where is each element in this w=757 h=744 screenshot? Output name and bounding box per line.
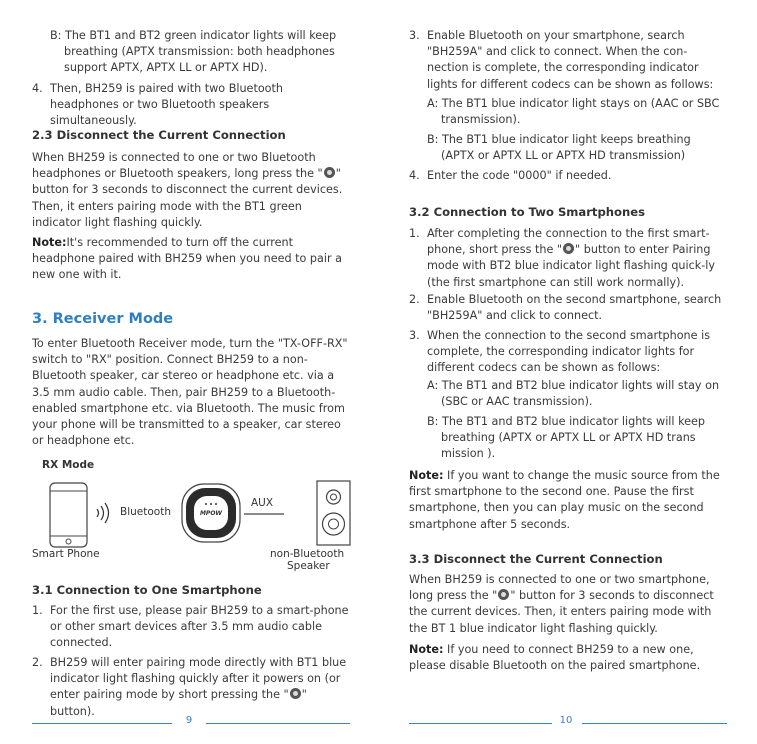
diagram-title: RX Mode [42,459,95,471]
section-heading-3: 3. Receiver Mode [32,311,174,327]
list-subitem-b [427,132,727,164]
section-heading-3-1: 3.1 Connection to One Smartphone [32,583,262,597]
list-item-3 [409,28,727,93]
page-number-left: 9 [185,715,193,726]
note-label: Note: [32,236,67,249]
smartphone-label: Smart Phone [32,548,100,560]
note-text: If you need to connect BH259 to a new one, please disable Bluetooth on the paired smartphone. [409,643,701,673]
list-item-4 [409,168,727,184]
item-number: 2. [409,293,420,306]
note-block [32,235,350,284]
bluetooth-label: Bluetooth [120,506,171,518]
note-text: If you want to change the music source from the first smartphone to the second one. Pause the first smartphone, then you can play music on the second smartphone after 5 seconds. [409,469,720,531]
multifunction-button-icon [324,167,335,178]
item-text: Enable Bluetooth on the second smartphone, search "BH259A" and click to connect. [427,293,722,323]
speaker-label-line2: Speaker [287,560,330,572]
list-item-4 [32,81,350,130]
item-text: Then, BH259 is paired with two Bluetooth headphones or two Bluetooth speakers simultaneously. [50,82,283,128]
speaker-label-line1: non-Bluetooth [270,548,345,560]
rx-mode-diagram [32,455,362,575]
smartphone-icon [49,482,89,548]
bh259-device-icon [180,482,242,544]
item-text-a: BH259 will enter pairing mode directly with BT1 blue indicator light flashing quickly after it powers on (or enter pairing mode by short pressing the [50,656,347,702]
right-footer-rule-right [582,723,727,724]
list-item-2 [32,655,350,720]
note-block-1 [409,468,727,533]
receiver-mode-paragraph [32,336,350,449]
item-number: 4. [409,169,420,182]
subitem-text: A: The BT1 and BT2 blue indicator lights will stay on (SBC or AAC transmission). [427,379,720,409]
paragraph-text-cont: button for 3 seconds to disconnect the current devices. Then, it enters pairing mode with the BT 1 blue indicator light flashing quickly. [409,589,714,635]
aux-label: AUX [251,497,274,509]
item-text: BH259 will enter pairing mode directly with BT1 blue indicator light flashing quickly after it powers on (or enter pairing mode by short pressing the " " button). [50,656,347,718]
list-subitem-a [427,378,727,410]
item-text-b: button). [50,704,95,718]
list-subitem-a [427,96,727,128]
item-text-a: After completing the connection to the first smart-phone, short press the [427,227,710,257]
item-number: 3. [409,329,420,342]
item-number: 1. [409,227,420,240]
left-page [32,0,350,744]
note-label: Note: [409,643,444,656]
item-text: After completing the connection to the first smart-phone, short press the " " button to enter Pairing mode with BT2 blue indicator light flashing quick-ly (the first smartphone can still work normally). [427,227,716,289]
list-subitem-b [50,28,350,77]
item-number: 2. [32,656,43,669]
section-heading-3-3: 3.3 Disconnect the Current Connection [409,552,663,566]
multifunction-button-icon [290,688,301,699]
list-item-1 [409,226,727,291]
left-footer-rule-right [206,723,350,724]
item-number: 4. [32,82,43,95]
section-2-3-paragraph: When BH259 is connected to one or two Bluetooth headphones or Bluetooth speakers, long press the " " button for 3 seconds to disconnect the current devices. Then, it enters pairing mode with the BT1 green indicator light flashing quickly. [32,151,343,229]
device-brand-logo: MPOW [199,510,223,517]
right-page [409,0,727,744]
multifunction-button-icon [563,243,574,254]
multifunction-button-icon [498,589,509,600]
paragraph-text: When BH259 is connected to one or two smartphone, long press the [409,573,710,603]
item-number: 3. [409,29,420,42]
item-text: For the first use, please pair BH259 to a smart-phone or other smart devices after 3.5 mm audio cable connected. [50,604,349,650]
item-text: When the connection to the second smartphone is complete, the corresponding indicator lights for different codecs can be shown as follows: [427,329,711,375]
section-3-3-paragraph: When BH259 is connected to one or two smartphone, long press the " " button for 3 seconds to disconnect the current devices. Then, it enters pairing mode with the BT 1 blue indicator light flashing quickly. [409,573,714,635]
bluetooth-waves-icon [94,500,114,526]
page-number-right: 10 [559,715,573,726]
note-label: Note: [409,469,444,482]
section-heading-2-3: 2.3 Disconnect the Current Connection [32,128,286,142]
item-text: Enter the code "0000" if needed. [427,169,612,182]
list-item-2 [409,292,727,324]
list-item-3b [409,328,727,377]
note-block-2 [409,642,727,674]
item-number: 1. [32,604,43,617]
item-text: Enable Bluetooth on your smartphone, search "BH259A" and click to connect. When the con-nection is complete, the corresponding indicator lights for different codecs can be shown as follows: [427,29,714,91]
subitem-text: B: The BT1 and BT2 green indicator lights will keep breathing (APTX transmission: both headphones support APTX, APTX LL or APTX HD). [50,29,337,75]
note-text: It's recommended to turn off the current headphone paired with BH259 when you need to pair a new one with it. [32,236,343,282]
list-item-1 [32,603,350,652]
aux-cable-line [244,512,284,516]
item-text-b: button to enter Pairing mode with BT2 blue indicator light flashing quick-ly (the first smartphone can still work normally). [427,243,716,289]
speaker-icon [316,480,352,546]
section-heading-3-2: 3.2 Connection to Two Smartphones [409,205,646,219]
right-footer-rule-left [409,723,552,724]
paragraph-text: To enter Bluetooth Receiver mode, turn the "TX-OFF-RX" switch to "RX" position. Connect BH259 to a non-Bluetooth speaker, car stereo or headphone etc. via a 3.5 mm audio cable. Then, pair BH259 to a Bluetooth-enabled smartphone etc. via Bluetooth. The music from your phone will be transmitted to a speaker, car stereo or headphone etc. [32,337,348,448]
subitem-text: A: The BT1 blue indicator light stays on (AAC or SBC transmission). [427,97,720,127]
subitem-text: B: The BT1 blue indicator light keeps breathing (APTX or APTX LL or APTX HD transmission) [427,133,691,163]
subitem-text: B: The BT1 and BT2 blue indicator lights will keep breathing (APTX or APTX LL or APTX HD trans mission ). [427,415,706,461]
left-footer-rule-left [32,723,172,724]
paragraph-text-cont: button for 3 seconds to disconnect the current devices. Then, it enters pairing mode with the BT1 green indicator light flashing quickly. [32,183,343,229]
list-subitem-b [427,414,727,463]
paragraph-text: When BH259 is connected to one or two Bluetooth headphones or Bluetooth speakers, long press the [32,151,316,181]
